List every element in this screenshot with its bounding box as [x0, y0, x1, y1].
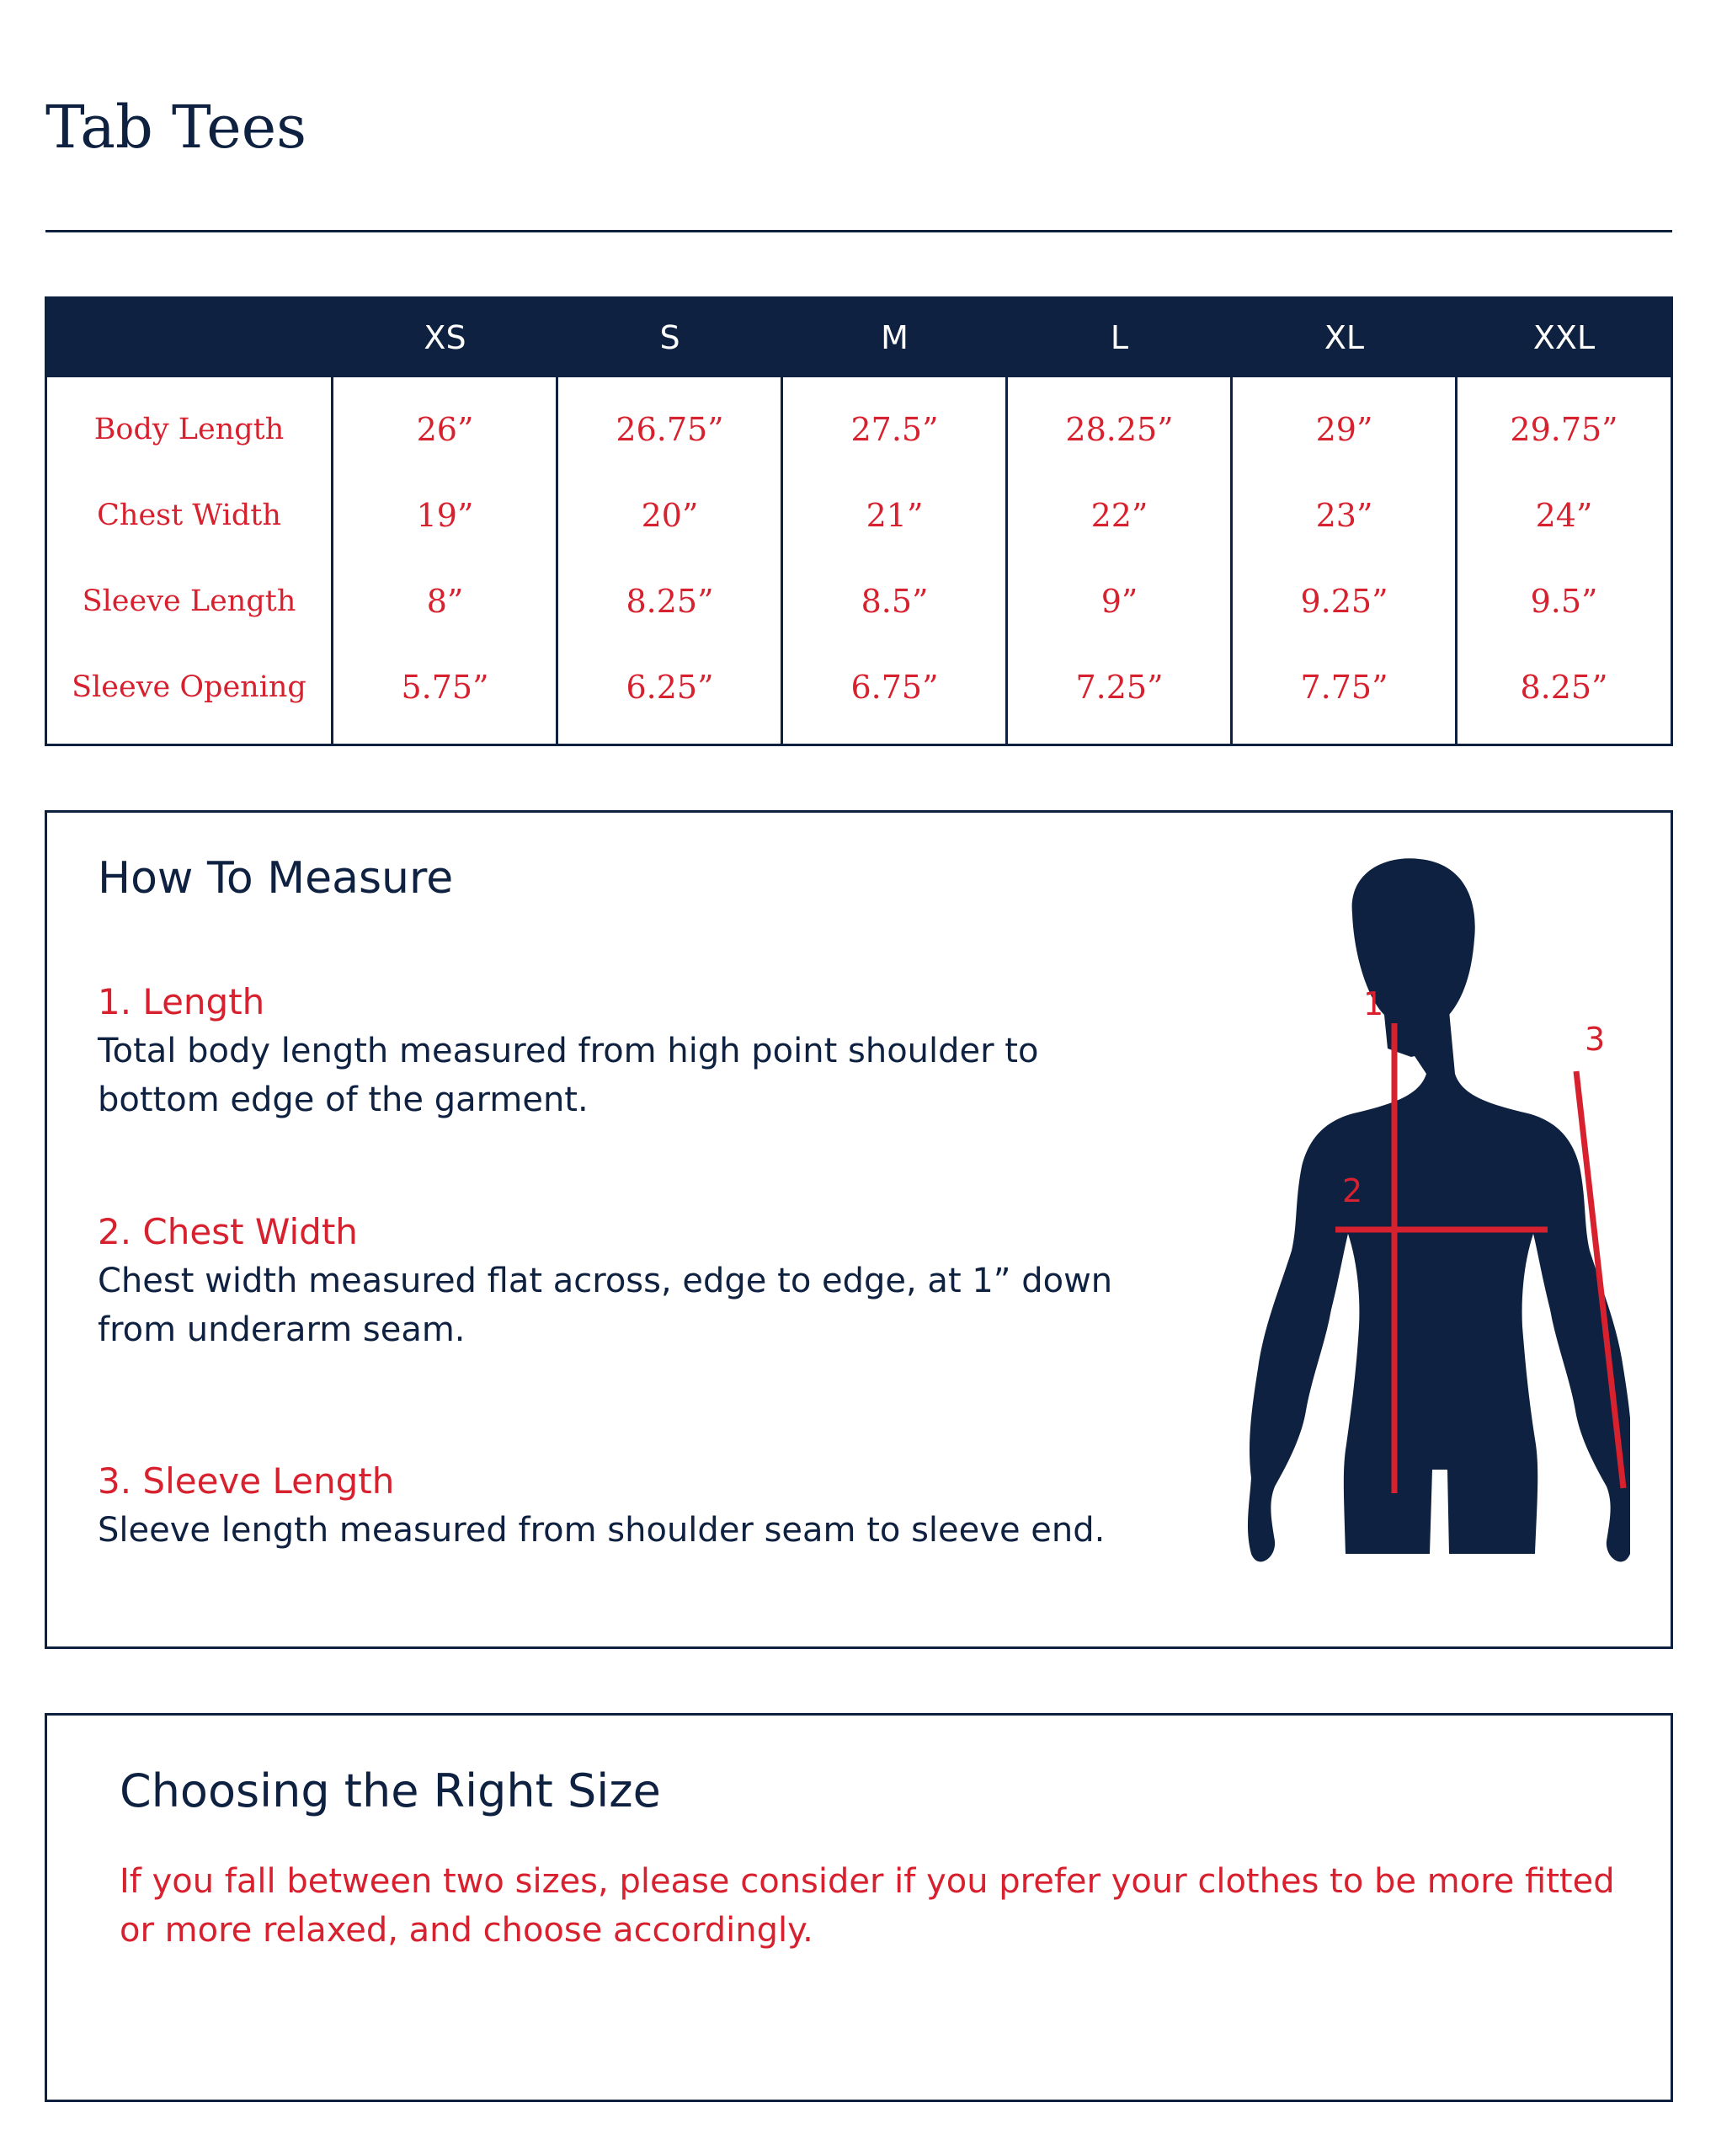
table-cell: 6.75” [850, 669, 939, 706]
table-cell: 8.25” [1520, 669, 1608, 706]
row-label-body-length: Body Length [93, 413, 285, 446]
step-chest-width-description: Chest width measured flat across, edge to edge, at 1” down from underarm seam. [98, 1262, 1113, 1349]
size-header-xl: XL [1324, 319, 1365, 356]
table-cell: 9” [1100, 583, 1138, 620]
size-header-s: S [659, 319, 680, 356]
table-cell: 23” [1315, 497, 1373, 534]
choosing-size-text: If you fall between two sizes, please consider if you prefer your clothes to be more fitted or more relaxed, and choose accordingly. [120, 1862, 1615, 1950]
step-length-description: Total body length measured from high point shoulder to bottom edge of the garment. [98, 1032, 1039, 1119]
row-label-sleeve-opening: Sleeve Opening [72, 670, 306, 704]
figure-label-2: 2 [1342, 1172, 1363, 1209]
how-to-measure-title: How To Measure [98, 853, 454, 904]
step-length-title: 1. Length [98, 981, 265, 1022]
table-cell: 29.75” [1510, 411, 1618, 448]
table-cell: 8.25” [626, 583, 714, 620]
table-cell: 5.75” [401, 669, 489, 706]
table-cell: 21” [866, 497, 924, 534]
table-cell: 8.5” [861, 583, 929, 620]
title-divider [45, 230, 1672, 232]
size-chart-table [45, 296, 1673, 746]
body-silhouette-icon [1248, 858, 1630, 1561]
size-header-xxl: XXL [1532, 319, 1596, 356]
step-chest-width-title: 2. Chest Width [98, 1211, 358, 1252]
table-header-row [47, 299, 1671, 377]
figure-label-1: 1 [1363, 985, 1384, 1022]
table-cell: 22” [1090, 497, 1148, 534]
step-sleeve-length-description: Sleeve length measured from shoulder seam to sleeve end. [98, 1511, 1106, 1550]
page-title: Tab Tees [45, 93, 307, 162]
table-cell: 27.5” [850, 411, 939, 448]
table-cell: 7.75” [1300, 669, 1388, 706]
table-cell: 7.25” [1075, 669, 1164, 706]
table-cell: 26.75” [616, 411, 724, 448]
how-to-measure-panel [45, 810, 1673, 1649]
table-cell: 6.25” [626, 669, 714, 706]
row-label-chest-width: Chest Width [97, 499, 281, 532]
table-cell: 9.25” [1300, 583, 1388, 620]
step-sleeve-length-title: 3. Sleeve Length [98, 1460, 395, 1502]
row-label-sleeve-length: Sleeve Length [82, 584, 296, 618]
choosing-size-panel [45, 1713, 1673, 2102]
size-header-xs: XS [424, 319, 466, 356]
size-header-m: M [881, 319, 909, 356]
table-cell: 29” [1315, 411, 1373, 448]
choosing-size-title: Choosing the Right Size [120, 1764, 661, 1817]
body-silhouette-figure [1159, 855, 1630, 1596]
table-cell: 26” [416, 411, 474, 448]
size-header-l: L [1110, 319, 1129, 356]
table-cell: 19” [416, 497, 474, 534]
table-cell: 28.25” [1065, 411, 1174, 448]
table-cell: 24” [1535, 497, 1593, 534]
table-cell: 8” [426, 583, 464, 620]
figure-label-3: 3 [1585, 1021, 1606, 1058]
table-cell: 20” [641, 497, 699, 534]
table-cell: 9.5” [1530, 583, 1598, 620]
